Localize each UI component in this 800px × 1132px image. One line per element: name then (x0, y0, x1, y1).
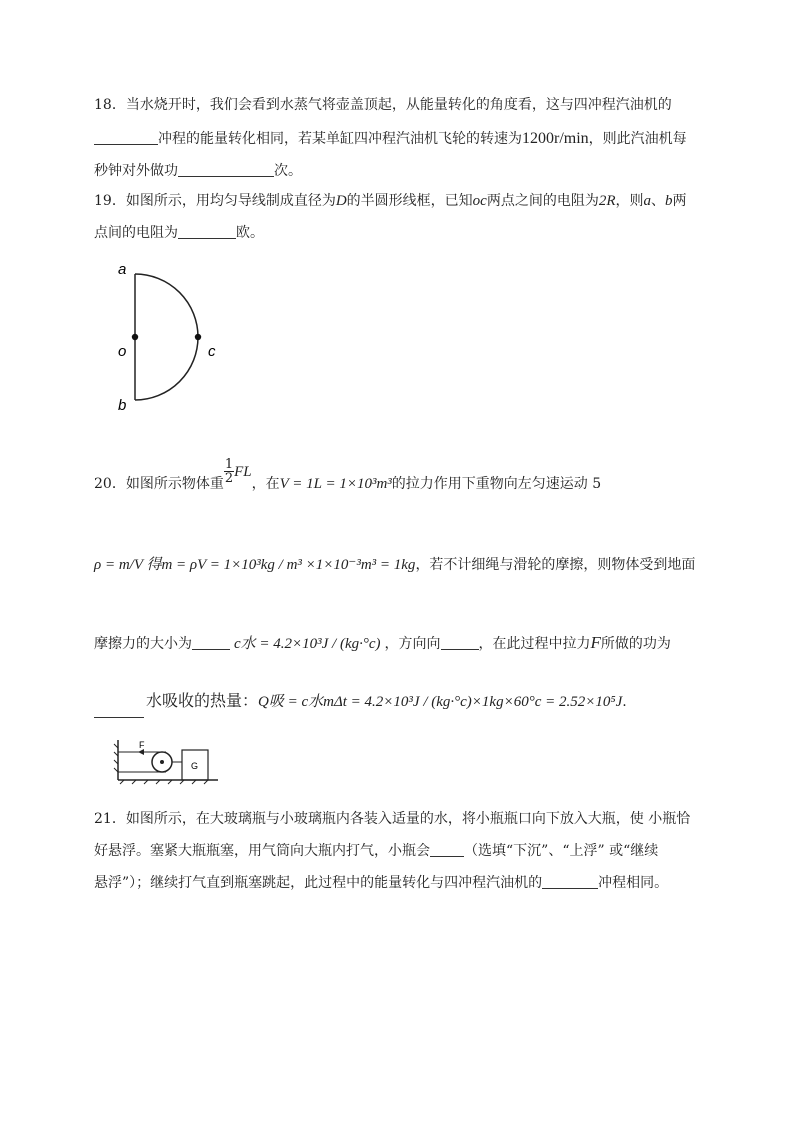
q20-text: ，在此过程中拉力 (478, 636, 591, 652)
answer-blank[interactable] (178, 162, 274, 177)
q18-line3 (94, 160, 302, 182)
q18-line1 (94, 94, 672, 116)
q21-text: 好悬浮。塞紧大瓶瓶塞，用气筒向大瓶内打气，小瓶会 (94, 843, 430, 859)
q20-text: 所做的功为 (600, 636, 671, 652)
answer-blank[interactable] (94, 703, 144, 718)
q20-text: . (622, 694, 627, 710)
var-D: D (335, 193, 347, 209)
q19-line1 (94, 190, 687, 212)
frac-num: 1 (224, 457, 234, 472)
equation-specific-heat: c水 = 4.2×10³J / (kg·°c) (234, 636, 381, 652)
var-b: b (665, 193, 673, 209)
q20-text: 20．如图所示物体重 (94, 476, 224, 492)
q19-text: 两 (672, 193, 687, 209)
q20-text: ，若不计细绳与滑轮的摩擦，则物体受到地面 (415, 557, 696, 573)
equation-density: ρ = m/V 得m = ρV = 1×10³kg / m³ ×1×10⁻³m³ = 1kg (94, 557, 416, 573)
answer-blank[interactable] (178, 224, 236, 239)
q21-text: 冲程相同。 (598, 875, 669, 891)
q20-text: ，方向向 (384, 636, 441, 652)
label-b: b (118, 397, 127, 414)
label-G: G (191, 761, 199, 771)
q21-text: 悬浮”）；继续打气直到瓶塞跳起，此过程中的能量转化与四冲程汽油机的 (94, 875, 543, 891)
q21-text: 21．如图所示，在大玻璃瓶与小玻璃瓶内各装入适量的水，将小瓶瓶口向下放入大瓶，使 小瓶恰 (94, 811, 691, 827)
q18-text: 秒钟对外做功 (94, 163, 178, 179)
q21-line2 (94, 840, 658, 862)
q20-text: ，在 (251, 476, 280, 492)
answer-blank[interactable] (542, 874, 598, 889)
q19-text: 、 (651, 193, 666, 209)
label-c: c (208, 343, 216, 360)
q20-line3 (94, 632, 671, 655)
fraction-half (224, 458, 234, 485)
q19-text: 点间的电阻为 (94, 225, 178, 241)
q18-text: 18．当水烧开时，我们会看到水蒸气将壶盖顶起，从能量转化的角度看，这与四冲程汽油机的 (94, 97, 672, 113)
point-c (195, 334, 201, 340)
q19-text: 的半圆形线框，已知 (346, 193, 473, 209)
q18-text: ，则此汽油机每 (588, 131, 687, 147)
q20-text: 摩擦力的大小为 (94, 636, 192, 652)
q18-text: 冲程的能量转化相同，若某单缸四冲程汽油机飞轮的转速为 (158, 131, 522, 147)
q19-text: 欧。 (236, 225, 264, 241)
label-a: a (118, 261, 127, 278)
q20-line1 (94, 452, 601, 504)
answer-blank[interactable] (430, 842, 464, 857)
equation-volume: V = 1L = 1×10³m³ (279, 476, 392, 492)
q18-line2 (94, 128, 687, 150)
var-FL: FL (234, 464, 252, 480)
q19-text: 19．如图所示，用均匀导线制成直径为 (94, 193, 336, 209)
var-a: a (643, 193, 652, 209)
answer-blank[interactable] (192, 635, 230, 650)
pulley-figure (112, 738, 222, 790)
q18-text: 次。 (274, 163, 302, 179)
q19-text: 两点之间的电阻为 (486, 193, 599, 209)
q20-line2 (94, 554, 695, 576)
semicircle-arc (135, 274, 198, 400)
q19-line2 (94, 222, 264, 244)
q21-line3 (94, 872, 668, 894)
equation-heat-absorbed: Q吸 = c水mΔt = 4.2×10³J / (kg·°c)×1kg×60°c = 2.52×10⁵J (258, 694, 623, 710)
q19-text: ，则 (615, 193, 644, 209)
point-o (132, 334, 138, 340)
q21-line1 (94, 808, 690, 830)
var-2R: 2R (598, 193, 616, 209)
label-o: o (118, 343, 127, 360)
label-F: F (139, 740, 145, 750)
answer-blank[interactable] (441, 635, 479, 650)
var-F: F (590, 633, 601, 652)
semicircle-figure (112, 258, 232, 418)
q20-text: 水吸收的热量： (146, 691, 259, 710)
q20-line4 (94, 688, 627, 718)
var-oc: oc (472, 193, 487, 209)
q20-text: 的拉力作用下重物向左匀速运动 5 (391, 476, 602, 492)
speed-value: 1200r/min (522, 130, 589, 147)
q21-text: （选填“下沉”、“上浮” 或“继续 (464, 843, 659, 859)
answer-blank[interactable] (94, 130, 158, 145)
frac-den: 2 (224, 471, 234, 486)
